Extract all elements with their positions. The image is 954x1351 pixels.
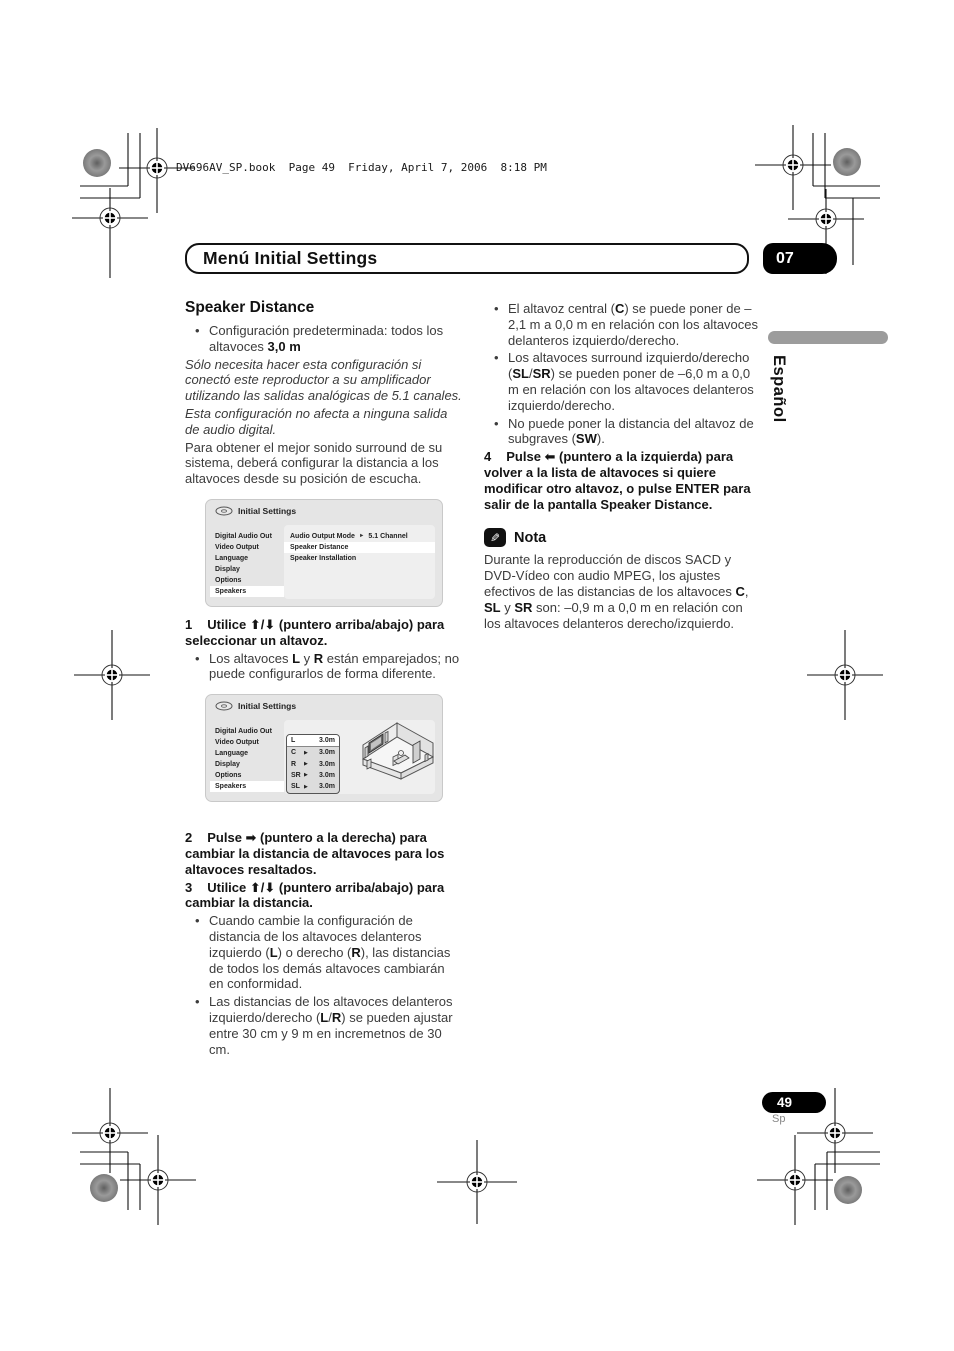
disc-icon	[215, 506, 233, 516]
osd-nav	[210, 726, 284, 792]
registration-mark	[72, 188, 148, 278]
left-column	[185, 299, 462, 1059]
bullet-item: • Los altavoces surround izquierdo/derecho (SL/SR) se pueden poner de –6,0 m a 0,0 m en relación con los altavoces delanteros izquierdo/derecho.	[484, 350, 761, 413]
osd-menu-row: Audio Output Mode ► 5.1 Channel	[290, 532, 408, 540]
paragraph: Para obtener el mejor sonido surround de su sistema, deberá configurar la distancia a los altavoces desde su posición de escucha.	[185, 439, 443, 487]
registration-mark	[120, 1135, 196, 1225]
row-arrow-icon: ▶	[304, 749, 308, 756]
osd-screenshot-speaker-distance	[205, 694, 443, 802]
language-label: Español	[770, 355, 788, 423]
chapter-title: Menú Initial Settings	[203, 248, 378, 268]
room-illustration	[357, 717, 439, 794]
registration-mark	[755, 125, 831, 210]
note-title: Nota	[514, 529, 547, 546]
chapter-title-box	[185, 243, 749, 274]
bullet-item: • Cuando cambie la configuración de distancia de los altavoces delanteros izquierdo (L) o derecho (R), las distancias de todos los demás altavoces cambiarán en conformidad.	[185, 913, 462, 992]
row-arrow-icon: ▶	[304, 783, 308, 790]
note-body: Durante la reproducción de discos SACD y DVD-Vídeo con audio MPEG, los ajustes efectivos de las distancias de los altavoces C, SL y SR son: –0,9 m a 0,0 m en relación con los altavoces delanteros derecho/izquierdo.	[484, 552, 749, 631]
bullet-item: • Configuración predeterminada: todos los altavoces 3,0 m	[185, 323, 462, 355]
step-heading: 4 Pulse ⬅ (puntero a la izquierda) para volver a la lista de altavoces si quiere modificar otro altavoz, o pulse ENTER para salir de la pantalla Speaker Distance.	[484, 449, 751, 512]
osd-nav-item: Digital Audio Out	[215, 532, 272, 540]
osd-title-text: Initial Settings	[238, 505, 297, 516]
note-italic: Esta configuración no afecta a ninguna salida de audio digital.	[185, 405, 448, 437]
osd-title-text: Initial Settings	[238, 701, 297, 712]
speaker-distance-row: SL ▶ 3.0m	[291, 783, 335, 790]
osd-nav-item: Display	[215, 565, 240, 573]
osd-nav-item: Digital Audio Out	[215, 728, 272, 736]
registration-mark	[437, 1140, 517, 1224]
page-language-code: Sp	[772, 1113, 786, 1125]
registration-mark	[757, 1135, 833, 1225]
osd-nav-item: Options	[215, 576, 242, 584]
speaker-distance-row-selected: L 3.0m	[287, 735, 339, 747]
registration-mark	[807, 630, 883, 720]
page-number-badge: 49	[762, 1092, 826, 1113]
step-heading: 1 Utilice ⬆/⬇ (puntero arriba/abajo) para seleccionar un altavoz.	[185, 616, 445, 648]
osd-nav-item: Display	[215, 761, 240, 769]
speaker-distance-list	[286, 734, 340, 794]
bullet-item: • Las distancias de los altavoces delanteros izquierdo/derecho (L/R) se pueden ajustar entre 30 cm y 9 m en incremetnos de 30 cm.	[185, 994, 462, 1057]
osd-nav-item-selected: Speakers	[210, 586, 284, 597]
osd-nav-item: Video Output	[215, 543, 259, 551]
osd-screenshot-menu	[205, 499, 443, 607]
osd-nav-item-selected: Speakers	[210, 781, 284, 792]
speaker-distance-row: R ▶ 3.0m	[291, 760, 335, 768]
submenu-arrow-icon: ►	[358, 532, 365, 539]
osd-nav-item: Language	[215, 750, 249, 758]
note-header	[484, 528, 761, 547]
bullet-item: • El altavoz central (C) se puede poner de –2,1 m a 0,0 m en relación con los altavoces delanteros izquierdo/derecho.	[484, 301, 761, 348]
osd-menu-rows	[284, 531, 435, 564]
row-arrow-icon: ▶	[304, 761, 308, 768]
section-title: Speaker Distance	[185, 299, 315, 316]
bullet-item: • Los altavoces L y R están emparejados; no puede configurarlos de forma diferente.	[185, 651, 462, 683]
registration-mark	[72, 1088, 148, 1173]
print-info-line: DV696AV_SP.book Page 49 Friday, April 7, 2006 8:18 PM	[176, 161, 547, 174]
osd-nav	[210, 531, 284, 597]
disc-icon	[215, 701, 233, 711]
osd-menu-row-selected: Speaker Distance	[284, 542, 435, 553]
row-arrow-icon: ▶	[304, 772, 308, 779]
osd-title	[215, 506, 296, 516]
right-column	[484, 301, 761, 634]
language-tab-bar	[768, 331, 888, 344]
speaker-distance-row: C ▶ 3.0m	[291, 749, 335, 757]
osd-nav-item: Video Output	[215, 739, 259, 747]
registration-mark	[74, 630, 150, 720]
bullet-item: • No puede poner la distancia del altavoz de subgraves (SW).	[484, 416, 761, 448]
pencil-note-icon: ✎	[484, 528, 506, 547]
step-heading: 3 Utilice ⬆/⬇ (puntero arriba/abajo) para cambiar la distancia.	[185, 879, 445, 911]
step-heading: 2 Pulse ➡ (puntero a la derecha) para cambiar la distancia de altavoces para los altavoces resaltados.	[185, 830, 445, 877]
note-italic: Sólo necesita hacer esta configuración si conectó este reproductor a su amplificador utilizando las salidas analógicas de 5.1 canales.	[185, 356, 462, 404]
speaker-distance-row: SR ▶ 3.0m	[291, 771, 335, 779]
osd-menu-row: Speaker Installation	[290, 554, 357, 562]
osd-title	[215, 701, 296, 711]
osd-nav-item: Language	[215, 554, 249, 562]
osd-nav-item: Options	[215, 772, 242, 780]
chapter-number-badge: 07	[763, 243, 837, 274]
